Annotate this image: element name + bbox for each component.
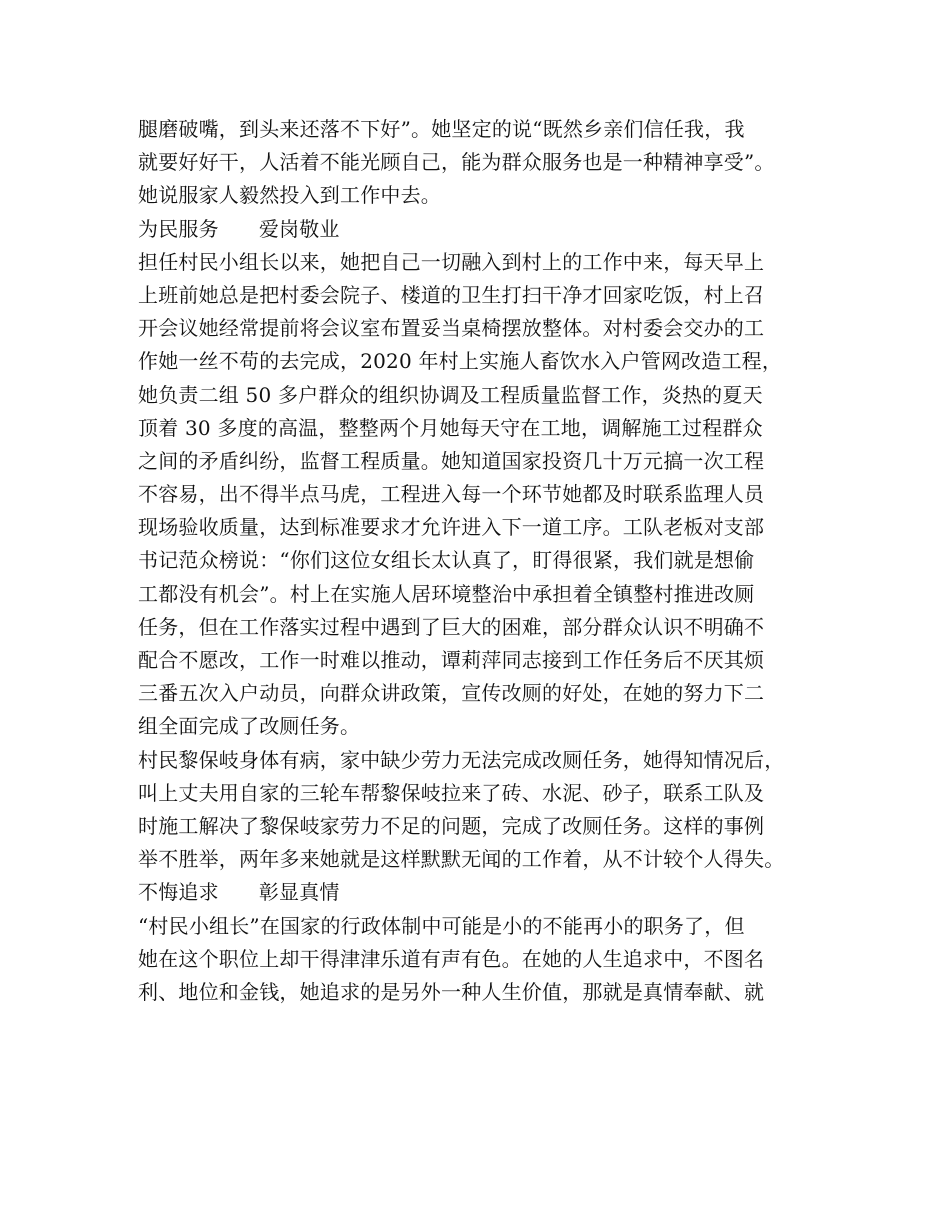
- paragraph-line: 她在这个职位上却干得津津乐道有声有色。在她的人生追求中，不图名: [138, 946, 765, 971]
- paragraph-line: 她负责二组 50 多户群众的组织协调及工程质量监督工作，炎热的夏天: [138, 382, 763, 407]
- paragraph-line: 时施工解决了黎保岐家劳力不足的问题，完成了改厕任务。这样的事例: [138, 813, 765, 838]
- paragraph-line: 之间的矛盾纠纷，监督工程质量。她知道国家投资几十万元搞一次工程: [138, 448, 765, 473]
- section-heading-2: [138, 876, 838, 909]
- paragraph-line: 担任村民小组长以来，她把自己一切融入到村上的工作中来，每天早上: [138, 249, 765, 274]
- section-heading-1-part1: 为民服务: [138, 216, 219, 241]
- paragraph-line: 村民黎保岐身体有病，家中缺少劳力无法完成改厕任务，她得知情况后，: [138, 747, 785, 772]
- paragraph-line: 书记范众榜说：“你们这位女组长太认真了，盯得很紧，我们就是想偷: [138, 548, 755, 573]
- paragraph-line: 就要好好干，人活着不能光顾自己，能为群众服务也是一种精神享受”。: [138, 150, 775, 175]
- paragraph-line: 配合不愿改，工作一时难以推动，谭莉萍同志接到工作任务后不厌其烦: [138, 648, 765, 672]
- paragraph-line: 作她一丝不苟的去完成，2020 年村上实施人畜饮水入户管网改造工程，: [138, 349, 783, 374]
- section-heading-2-part2: 彰显真情: [258, 880, 340, 905]
- section-heading-1-part2: 爱岗敬业: [258, 216, 340, 241]
- paragraph-line: 不容易，出不得半点马虎，工程进入每一个环节她都及时联系监理人员: [138, 482, 765, 507]
- paragraph-line: 工都没有机会”。村上在实施人居环境整治中承担着全镇整村推进改厕: [138, 581, 755, 606]
- paragraph-line: 开会议她经常提前将会议室布置妥当桌椅摆放整体。对村委会交办的工: [138, 316, 765, 341]
- document-page: [138, 113, 838, 1009]
- paragraph-line: “村民小组长”在国家的行政体制中可能是小的不能再小的职务了，但: [138, 913, 745, 938]
- paragraph-line: 三番五次入户动员，向群众讲政策，宣传改厕的好处，在她的努力下二: [138, 681, 765, 706]
- paragraph-line: 任务，但在工作落实过程中遇到了巨大的困难，部分群众认识不明确不: [138, 614, 765, 639]
- paragraph-line: 举不胜举，两年多来她就是这样默默无闻的工作着，从不计较个人得失。: [138, 847, 785, 872]
- paragraph-line: 她说服家人毅然投入到工作中去。: [138, 183, 441, 208]
- paragraph-line: 组全面完成了改厕任务。: [138, 714, 361, 739]
- section-heading-1: [138, 213, 838, 246]
- paragraph-line: 顶着 30 多度的高温，整整两个月她每天守在工地，调解施工过程群众: [138, 415, 763, 440]
- paragraph-line: 叫上丈夫用自家的三轮车帮黎保岐拉来了砖、水泥、砂子，联系工队及: [138, 780, 765, 805]
- paragraph-line: 现场验收质量，达到标准要求才允许进入下一道工序。工队老板对支部: [138, 515, 765, 540]
- section-heading-2-part1: 不悔追求: [138, 880, 219, 905]
- paragraph-line: 利、地位和金钱，她追求的是另外一种人生价值，那就是真情奉献、就: [138, 979, 765, 1004]
- paragraph-line: 腿磨破嘴，到头来还落不下好”。她坚定的说“既然乡亲们信任我，我: [138, 117, 745, 141]
- paragraph-line: 上班前她总是把村委会院子、楼道的卫生打扫干净才回家吃饭，村上召: [138, 282, 765, 307]
